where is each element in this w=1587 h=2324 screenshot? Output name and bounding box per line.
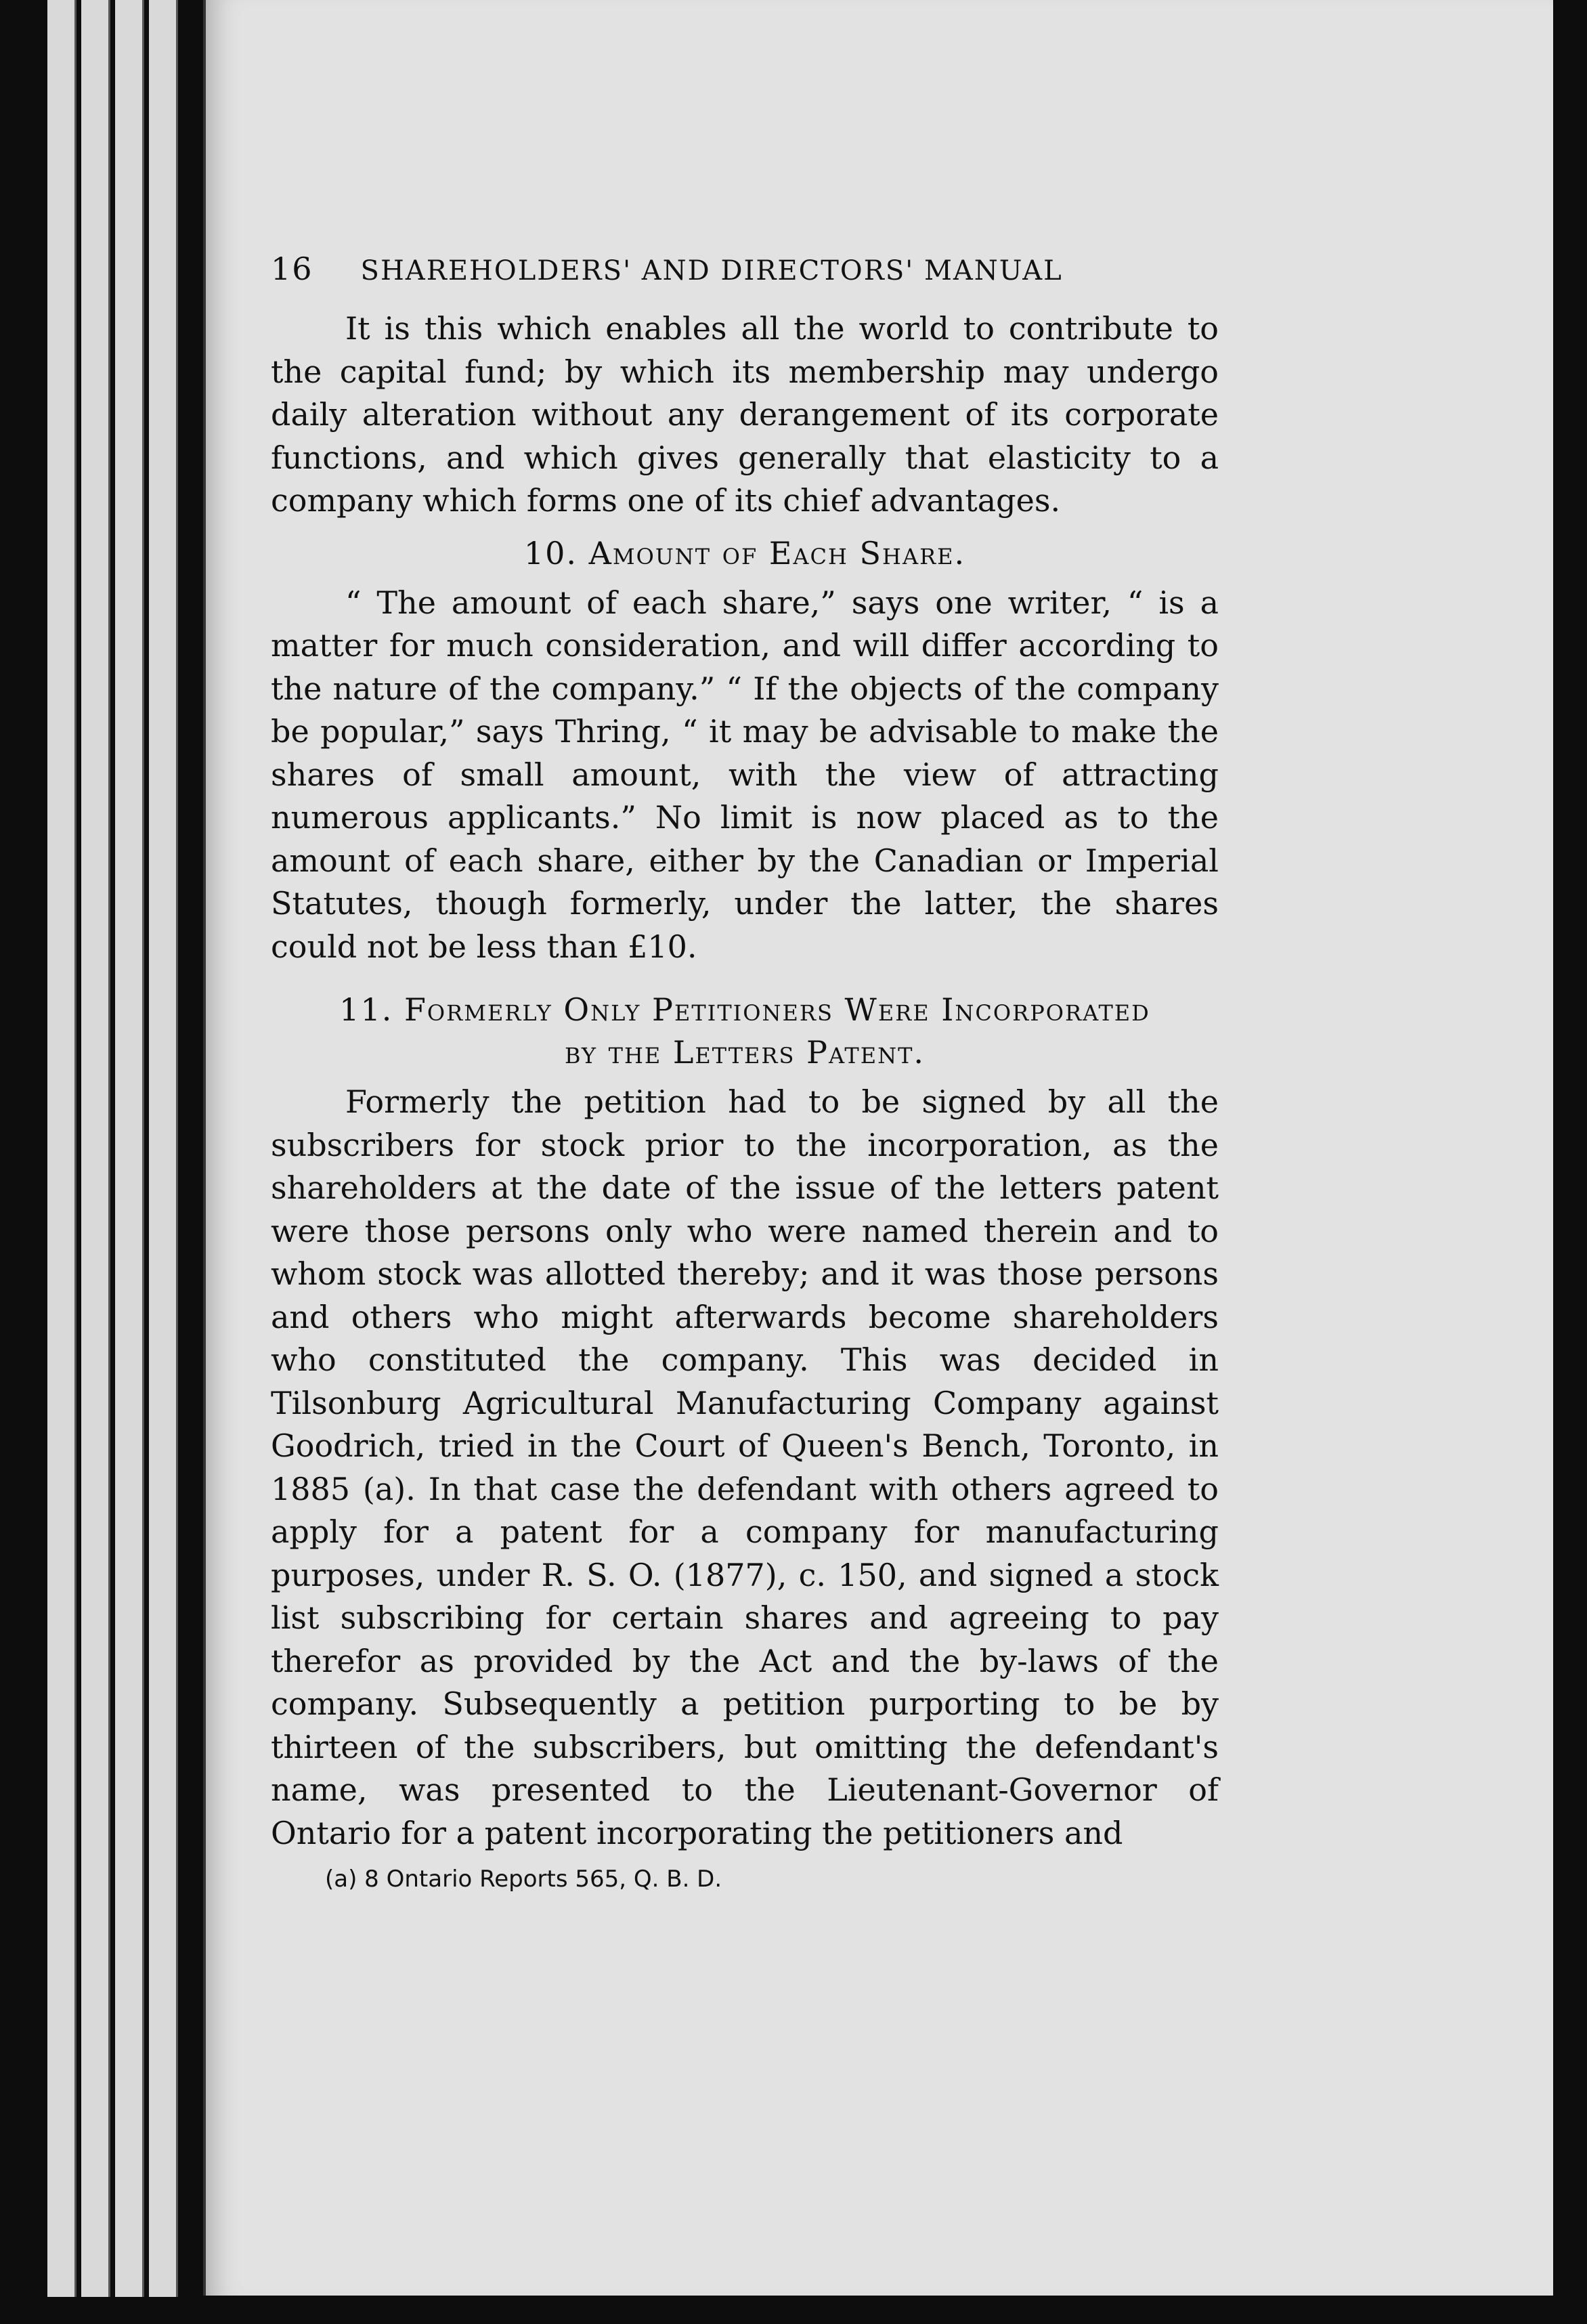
- page-stack-edge: [149, 0, 178, 2297]
- page-number: 16: [271, 251, 313, 287]
- running-header: [271, 251, 1219, 287]
- running-title: SHAREHOLDERS' AND DIRECTORS' MANUAL: [360, 255, 1063, 286]
- heading-section-11-line-2: by the Letters Patent.: [564, 1034, 926, 1071]
- heading-section-11-line-1: 11. Formerly Only Petitioners Were Incorporated: [339, 991, 1150, 1028]
- page-stack-edge: [81, 0, 110, 2297]
- page-stack-edge: [47, 0, 77, 2297]
- heading-section-11: [271, 989, 1219, 1074]
- footnote: (a) 8 Ontario Reports 565, Q. B. D.: [325, 1866, 722, 1893]
- heading-section-10: 10. Amount of Each Share.: [523, 534, 966, 572]
- page-text: [271, 251, 1219, 1894]
- page-stack-edge: [115, 0, 144, 2297]
- paragraph-section-10: “ The amount of each share,” says one writer, “ is a matter for much consideration, and will differ according to the nature of the company.” “ If the objects of the company be popular,” says Thring, “ it may be advisable to make the shares of small amount, with the view of attracting numerous applicants.” No limit is now placed as to the amount of each share, either by the Canadian or Imperial Statutes, though formerly, under the latter, the shares could not be less than £10.: [271, 584, 1219, 965]
- paragraph-section-11: Formerly the petition had to be signed by all the subscribers for stock prior to the incorporation, as the shareholders at the date of the issue of the letters patent were those persons only who were named therein and to whom stock was allotted thereby; and it was those persons and others who might afterwards become shareholders who constituted the company. This was decided in Tilsonburg Agricultural Manufacturing Company against Goodrich, tried in the Court of Queen's Bench, Toronto, in 1885 (a). In that case the defendant with others agreed to apply for a patent for a company for manufacturing purposes, under R. S. O. (1877), c. 150, and signed a stock list subscribing for certain shares and agreeing to pay therefor as provided by the Act and the by-laws of the company. Subsequently a petition purporting to be by thirteen of the subscribers, but omitting the defendant's name, was presented to the Lieutenant-Governor of Ontario for a patent incorporating the petitioners and: [271, 1083, 1219, 1851]
- paragraph-intro: It is this which enables all the world to contribute to the capital fund; by which its membership may undergo daily alteration without any derangement of its corporate functions, and which gives generally that elasticity to a company which forms one of its chief advantages.: [271, 310, 1219, 519]
